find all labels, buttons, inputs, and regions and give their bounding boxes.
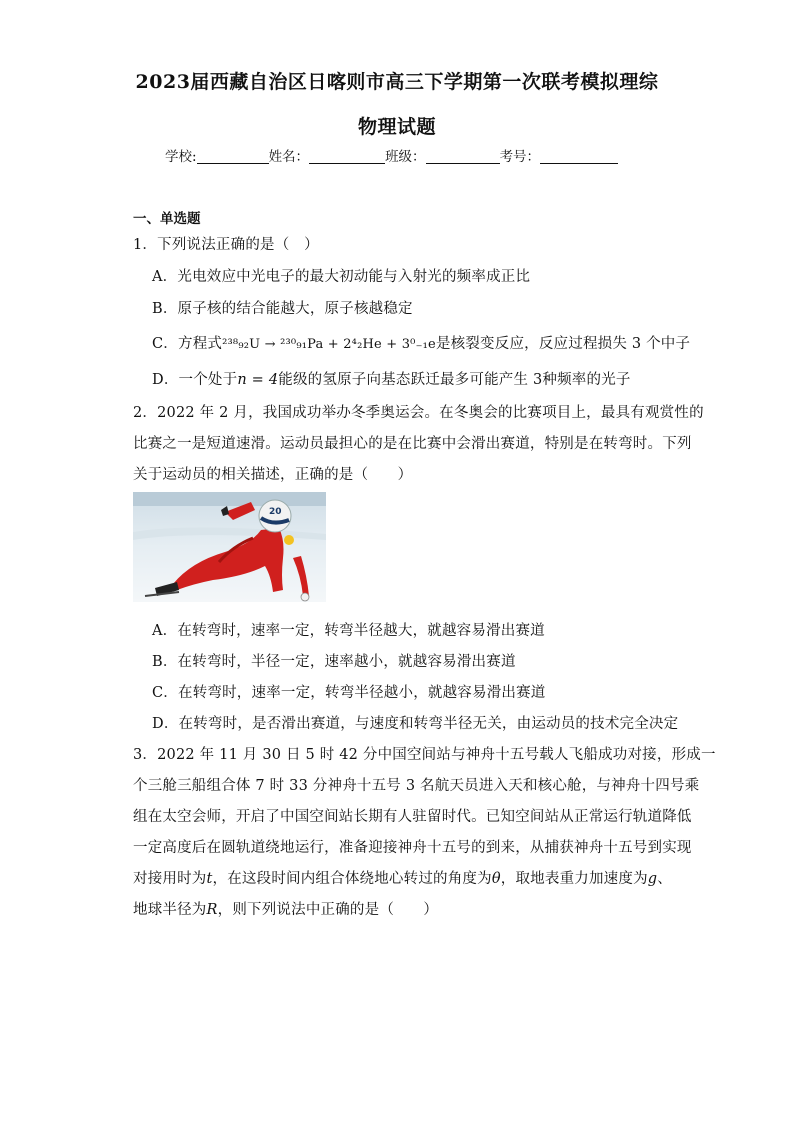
q3-line6 bbox=[133, 898, 438, 919]
q1-option-c-suffix: 是核裂变反应，反应过程损失 3 个中子 bbox=[435, 336, 691, 352]
q3-var-t: t bbox=[206, 871, 213, 887]
q1-option-c-equation: ²³⁸₉₂U → ²³⁰₉₁Pa + 2⁴₂He + 3⁰₋₁e bbox=[222, 337, 436, 352]
q2-stem-line2: 比赛之一是短道速滑。运动员最担心的是在比赛中会滑出赛道，特别是在转弯时。下列 bbox=[133, 436, 692, 452]
q1-option-a: A．光电效应中光电子的最大初动能与入射光的频率成正比 bbox=[152, 269, 531, 285]
number-label: 考号： bbox=[499, 149, 541, 165]
name-blank[interactable] bbox=[309, 149, 385, 164]
q1-option-c bbox=[152, 332, 690, 353]
q2-option-b: B．在转弯时，半径一定，速率越小，就越容易滑出赛道 bbox=[152, 654, 516, 670]
q3-line5 bbox=[133, 867, 672, 888]
q3-var-r: R bbox=[206, 902, 218, 918]
speed-skater-photo bbox=[133, 492, 326, 602]
school-blank[interactable] bbox=[197, 149, 269, 164]
q3-line4: 一定高度后在圆轨道绕地运行，准备迎接神舟十五号的到来，从捕获神舟十五号到实现 bbox=[133, 840, 692, 856]
q1-option-d bbox=[152, 368, 631, 389]
q3-line5-c: ，取地表重力加速度为 bbox=[500, 871, 648, 887]
q1-option-b: B．原子核的结合能越大，原子核越稳定 bbox=[152, 301, 413, 317]
q2-option-c: C．在转弯时，速率一定，转弯半径越小，就越容易滑出赛道 bbox=[152, 685, 546, 701]
number-blank[interactable] bbox=[540, 149, 618, 164]
q3-line5-b: ，在这段时间内组合体绕地心转过的角度为 bbox=[212, 871, 492, 887]
q1-option-d-math: n = 4 bbox=[237, 372, 279, 388]
q3-line2: 个三舱三船组合体 7 时 33 分神舟十五号 3 名航天员进入天和核心舱，与神舟十四号乘 bbox=[133, 778, 700, 794]
q1-option-d-suffix: 能级的氢原子向基态跃迁最多可能产生 3种频率的光子 bbox=[278, 372, 631, 388]
q2-stem-line1: 2．2022 年 2 月，我国成功举办冬季奥运会。在冬奥会的比赛项目上，最具有观赏性的 bbox=[133, 405, 704, 421]
school-label: 学校: bbox=[165, 149, 197, 165]
q2-stem-line3: 关于运动员的相关描述，正确的是（ ） bbox=[133, 467, 413, 483]
q3-line5-a: 对接用时为 bbox=[133, 871, 207, 887]
q3-line5-d: 、 bbox=[657, 871, 672, 887]
helmet-number: 20 bbox=[269, 507, 282, 517]
exam-title-line1: 2023届西藏自治区日喀则市高三下学期第一次联考模拟理综 bbox=[135, 71, 659, 93]
section-heading: 一、单选题 bbox=[133, 211, 201, 227]
name-label: 姓名： bbox=[268, 149, 310, 165]
q3-line3: 组在太空会师，开启了中国空间站长期有人驻留时代。已知空间站从正常运行轨道降低 bbox=[133, 809, 692, 825]
q3-var-theta: θ bbox=[491, 871, 501, 887]
class-blank[interactable] bbox=[426, 149, 500, 164]
class-label: 班级： bbox=[385, 149, 426, 165]
exam-title-line2: 物理试题 bbox=[357, 116, 436, 138]
q3-line1: 3．2022 年 11 月 30 日 5 时 42 分中国空间站与神舟十五号载人飞船成功对接，形成一 bbox=[133, 747, 716, 763]
q1-option-c-prefix: C．方程式 bbox=[152, 336, 223, 352]
q2-option-d: D．在转弯时，是否滑出赛道，与速度和转弯半径无关，由运动员的技术完全决定 bbox=[152, 716, 679, 732]
q2-option-a: A．在转弯时，速率一定，转弯半径越大，就越容易滑出赛道 bbox=[152, 623, 545, 639]
q3-line6-b: ，则下列说法中正确的是（ ） bbox=[217, 902, 439, 918]
q1-option-d-prefix: D．一个处于 bbox=[152, 372, 238, 388]
q1-stem: 1．下列说法正确的是（ ） bbox=[133, 237, 319, 253]
q3-var-g: g bbox=[647, 871, 658, 887]
student-info-row bbox=[165, 145, 618, 165]
q3-line6-a: 地球半径为 bbox=[133, 902, 207, 918]
